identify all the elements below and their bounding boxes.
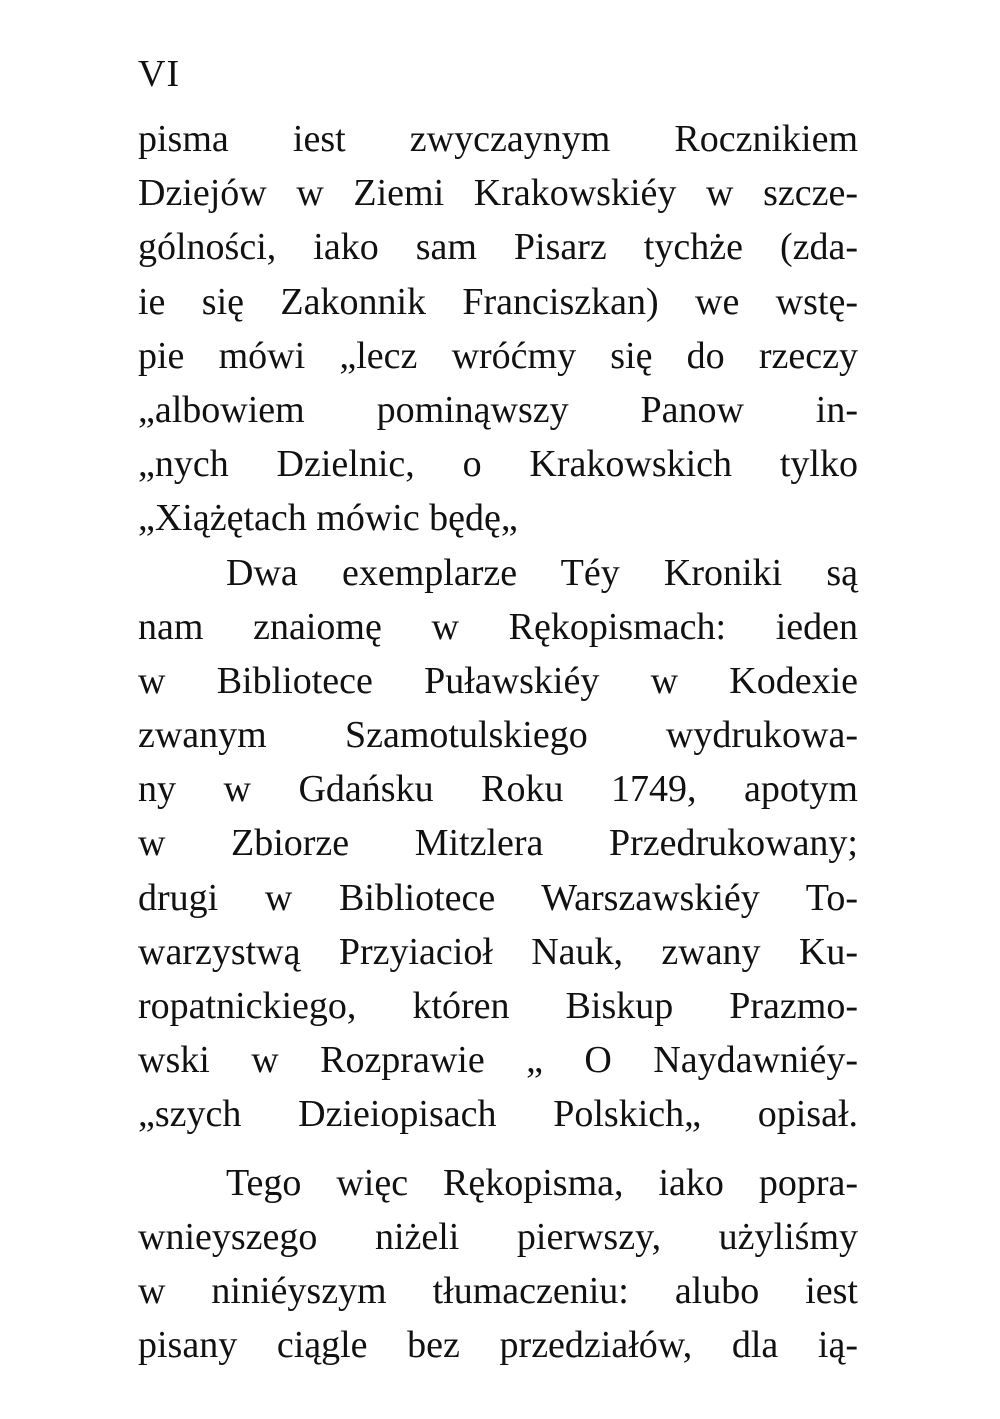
text-line: gólności, iako sam Pisarz tychże (zda- [138, 226, 858, 269]
text-line: nam znaiomę w Rękopismach: ieden [138, 605, 858, 648]
text-line: Dwa exemplarze Téy Kroniki są [226, 551, 858, 594]
page-number: VI [138, 53, 181, 95]
text-line: ropatnickiego, któren Biskup Prazmo- [138, 985, 858, 1027]
text-line: Tego więc Rękopisma, iako popra- [226, 1161, 858, 1204]
text-line: „nych Dzielnic, o Krakowskich tylko [138, 443, 858, 486]
text-line: w Zbiorze Mitzlera Przedrukowany; [138, 822, 858, 865]
text-line: Dziejów w Ziemi Krakowskiéy w szcze- [138, 172, 858, 215]
text-line: „Xiążętach mówic będę„ [138, 497, 518, 540]
paragraph-2 [138, 546, 858, 1142]
text-line: drugi w Bibliotece Warszawskiéy To- [138, 876, 858, 919]
text-line: zwanym Szamotulskiego wydrukowa- [138, 714, 858, 757]
text-line: pisany ciągle bez przedziałów, dla ią- [138, 1324, 858, 1367]
text-line: w niniéyszym tłumaczeniu: alubo iest [138, 1269, 858, 1312]
text-line: wnieyszego niżeli pierwszy, użyliśmy [138, 1215, 858, 1258]
text-line: warzystwą Przyiacioł Nauk, zwany Ku- [138, 930, 858, 973]
text-line: pie mówi „lecz wróćmy się do rzeczy [138, 334, 858, 377]
body-text [138, 112, 858, 1372]
text-line: pisma iest zwyczaynym Rocznikiem [138, 118, 858, 160]
paragraph-3 [138, 1156, 858, 1373]
text-line: „szych Dzieiopisach Polskich„ opisał. [138, 1093, 858, 1136]
text-line: wski w Rozprawie „ O Naydawniéy- [138, 1039, 858, 1082]
text-line: w Bibliotece Puławskiéy w Kodexie [138, 659, 858, 702]
text-line: ie się Zakonnik Franciszkan) we wstę- [138, 280, 858, 323]
text-line: „albowiem pominąwszy Panow in- [138, 388, 858, 431]
paragraph-1 [138, 112, 858, 546]
paragraph-gap [138, 1142, 858, 1156]
text-line: ny w Gdańsku Roku 1749, apotym [138, 768, 858, 811]
